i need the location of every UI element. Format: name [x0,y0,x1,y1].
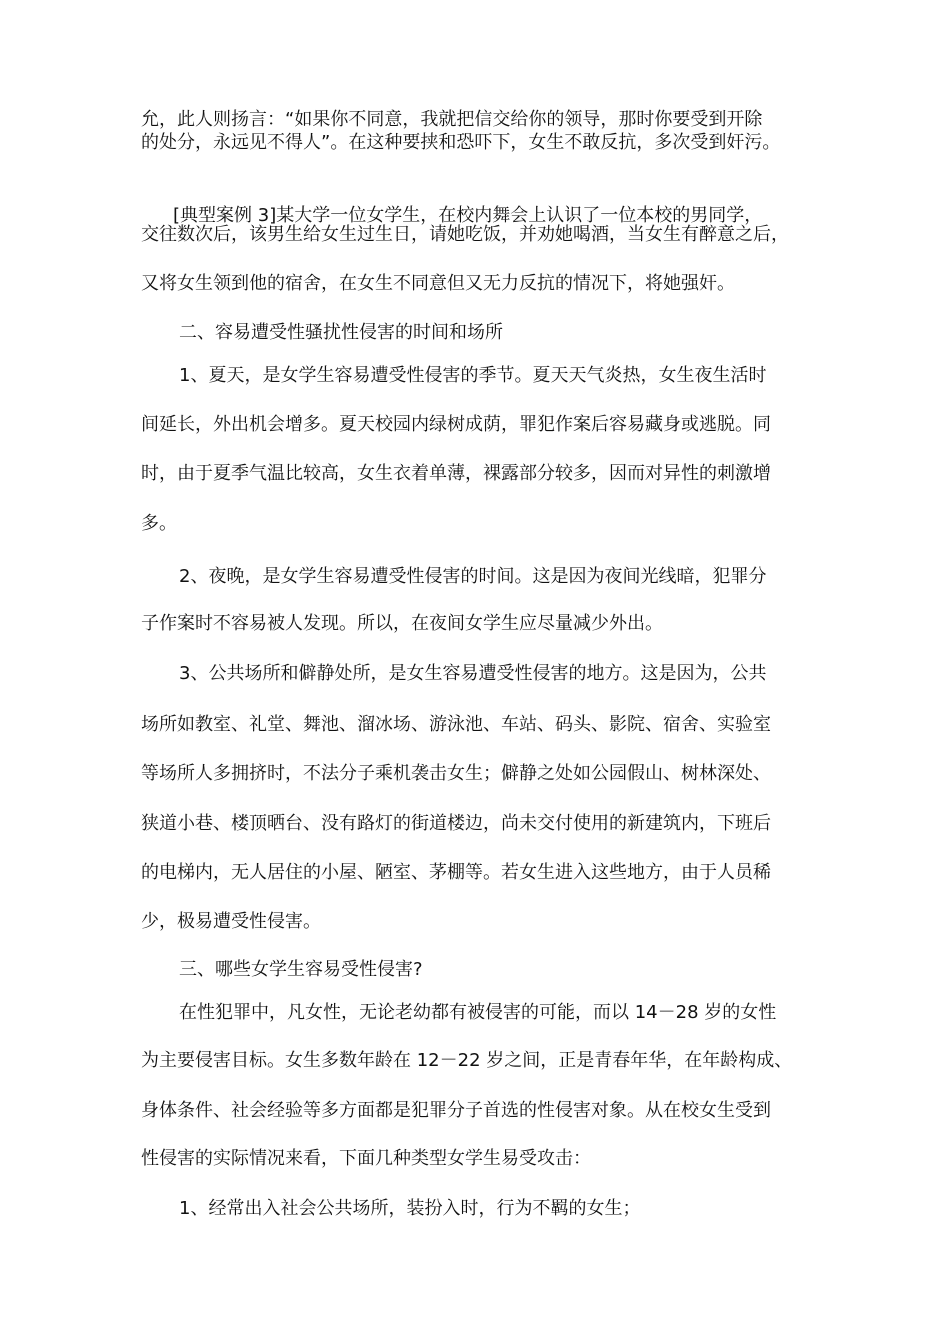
night-line-1: 2、夜晚，是女学生容易遭受性侵害的时间。这是因为夜间光线暗，犯罪分 [179,566,767,587]
places-line-3: 等场所人多拥挤时，不法分子乘机袭击女生；僻静之处如公园假山、树林深处、 [141,763,771,784]
places-line-1: 3、公共场所和僻静处所，是女生容易遭受性侵害的地方。这是因为，公共 [179,663,767,684]
section-heading-3: 三、哪些女学生容易受性侵害? [179,959,423,980]
places-line-5: 的电梯内，无人居住的小屋、陋室、茅棚等。若女生进入这些地方，由于人员稀 [141,862,771,883]
summer-line-3: 时，由于夏季气温比较高，女生衣着单薄，裸露部分较多，因而对异性的刺激增 [141,463,771,484]
age-line-3: 身体条件、社会经验等多方面都是犯罪分子首选的性侵害对象。从在校女生受到 [141,1100,771,1121]
summer-line-2: 间延长，外出机会增多。夏天校园内绿树成荫，罪犯作案后容易藏身或逃脱。同 [141,414,771,435]
night-line-2: 子作案时不容易被人发现。所以，在夜间女学生应尽量减少外出。 [141,613,663,634]
age-line-4: 性侵害的实际情况来看，下面几种类型女学生易受攻击： [141,1148,591,1169]
case-3-line-2: 交往数次后，该男生给女生过生日，请她吃饭，并劝她喝酒，当女生有醉意之后， [141,224,789,245]
age-line-1: 在性犯罪中，凡女性，无论老幼都有被侵害的可能，而以 14－28 岁的女性 [179,1002,777,1023]
places-line-4: 狭道小巷、楼顶晒台、没有路灯的街道楼边，尚未交付使用的新建筑内，下班后 [141,813,771,834]
case-3-line-3: 又将女生领到他的宿舍，在女生不同意但又无力反抗的情况下，将她强奸。 [141,273,735,294]
age-line-2: 为主要侵害目标。女生多数年龄在 12－22 岁之间，正是青春年华，在年龄构成、 [141,1050,793,1071]
type-1-line: 1、经常出入社会公共场所，装扮入时，行为不羁的女生； [179,1198,641,1219]
text-line-1: 允，此人则扬言：“如果你不同意，我就把信交给你的领导，那时你要受到开除 [141,109,763,130]
section-heading-2: 二、容易遭受性骚扰性侵害的时间和场所 [179,322,503,343]
text-line-2: 的处分，永远见不得人”。在这种要挟和恐吓下，女生不敢反抗，多次受到奸污。 [141,132,781,153]
summer-line-1: 1、夏天，是女学生容易遭受性侵害的季节。夏天天气炎热，女生夜生活时 [179,365,767,386]
places-line-6: 少，极易遭受性侵害。 [141,911,321,932]
summer-line-4: 多。 [141,513,177,534]
places-line-2: 场所如教室、礼堂、舞池、溜冰场、游泳池、车站、码头、影院、宿舍、实验室 [141,714,771,735]
case-3-line-1: [典型案例 3]某大学一位女学生，在校内舞会上认识了一位本校的男同学， [173,205,763,226]
